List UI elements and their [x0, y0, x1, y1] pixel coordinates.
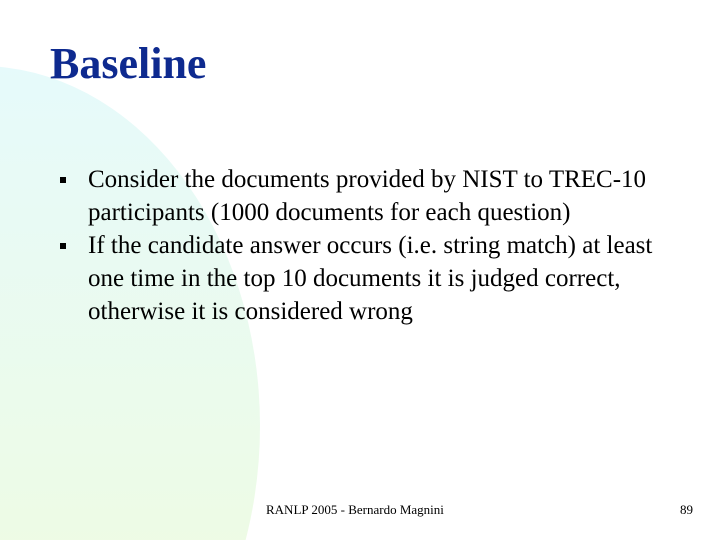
page-number: 89	[680, 502, 693, 517]
bullet-text: Consider the documents provided by NIST to TREC-10 participants (1000 documents for each question)	[88, 166, 647, 226]
bullet-item	[60, 163, 660, 229]
bullet-list	[60, 163, 660, 328]
slide-title: Baseline	[50, 39, 207, 88]
slide-footer: RANLP 2005 - Bernardo Magnini	[266, 502, 444, 517]
bullet-text: If the candidate answer occurs (i.e. string match) at least one time in the top 10 documents it is judged correct, otherwise it is considered wrong	[88, 232, 653, 325]
square-bullet-icon	[60, 243, 66, 249]
square-bullet-icon	[60, 177, 66, 183]
bullet-item	[60, 229, 660, 328]
